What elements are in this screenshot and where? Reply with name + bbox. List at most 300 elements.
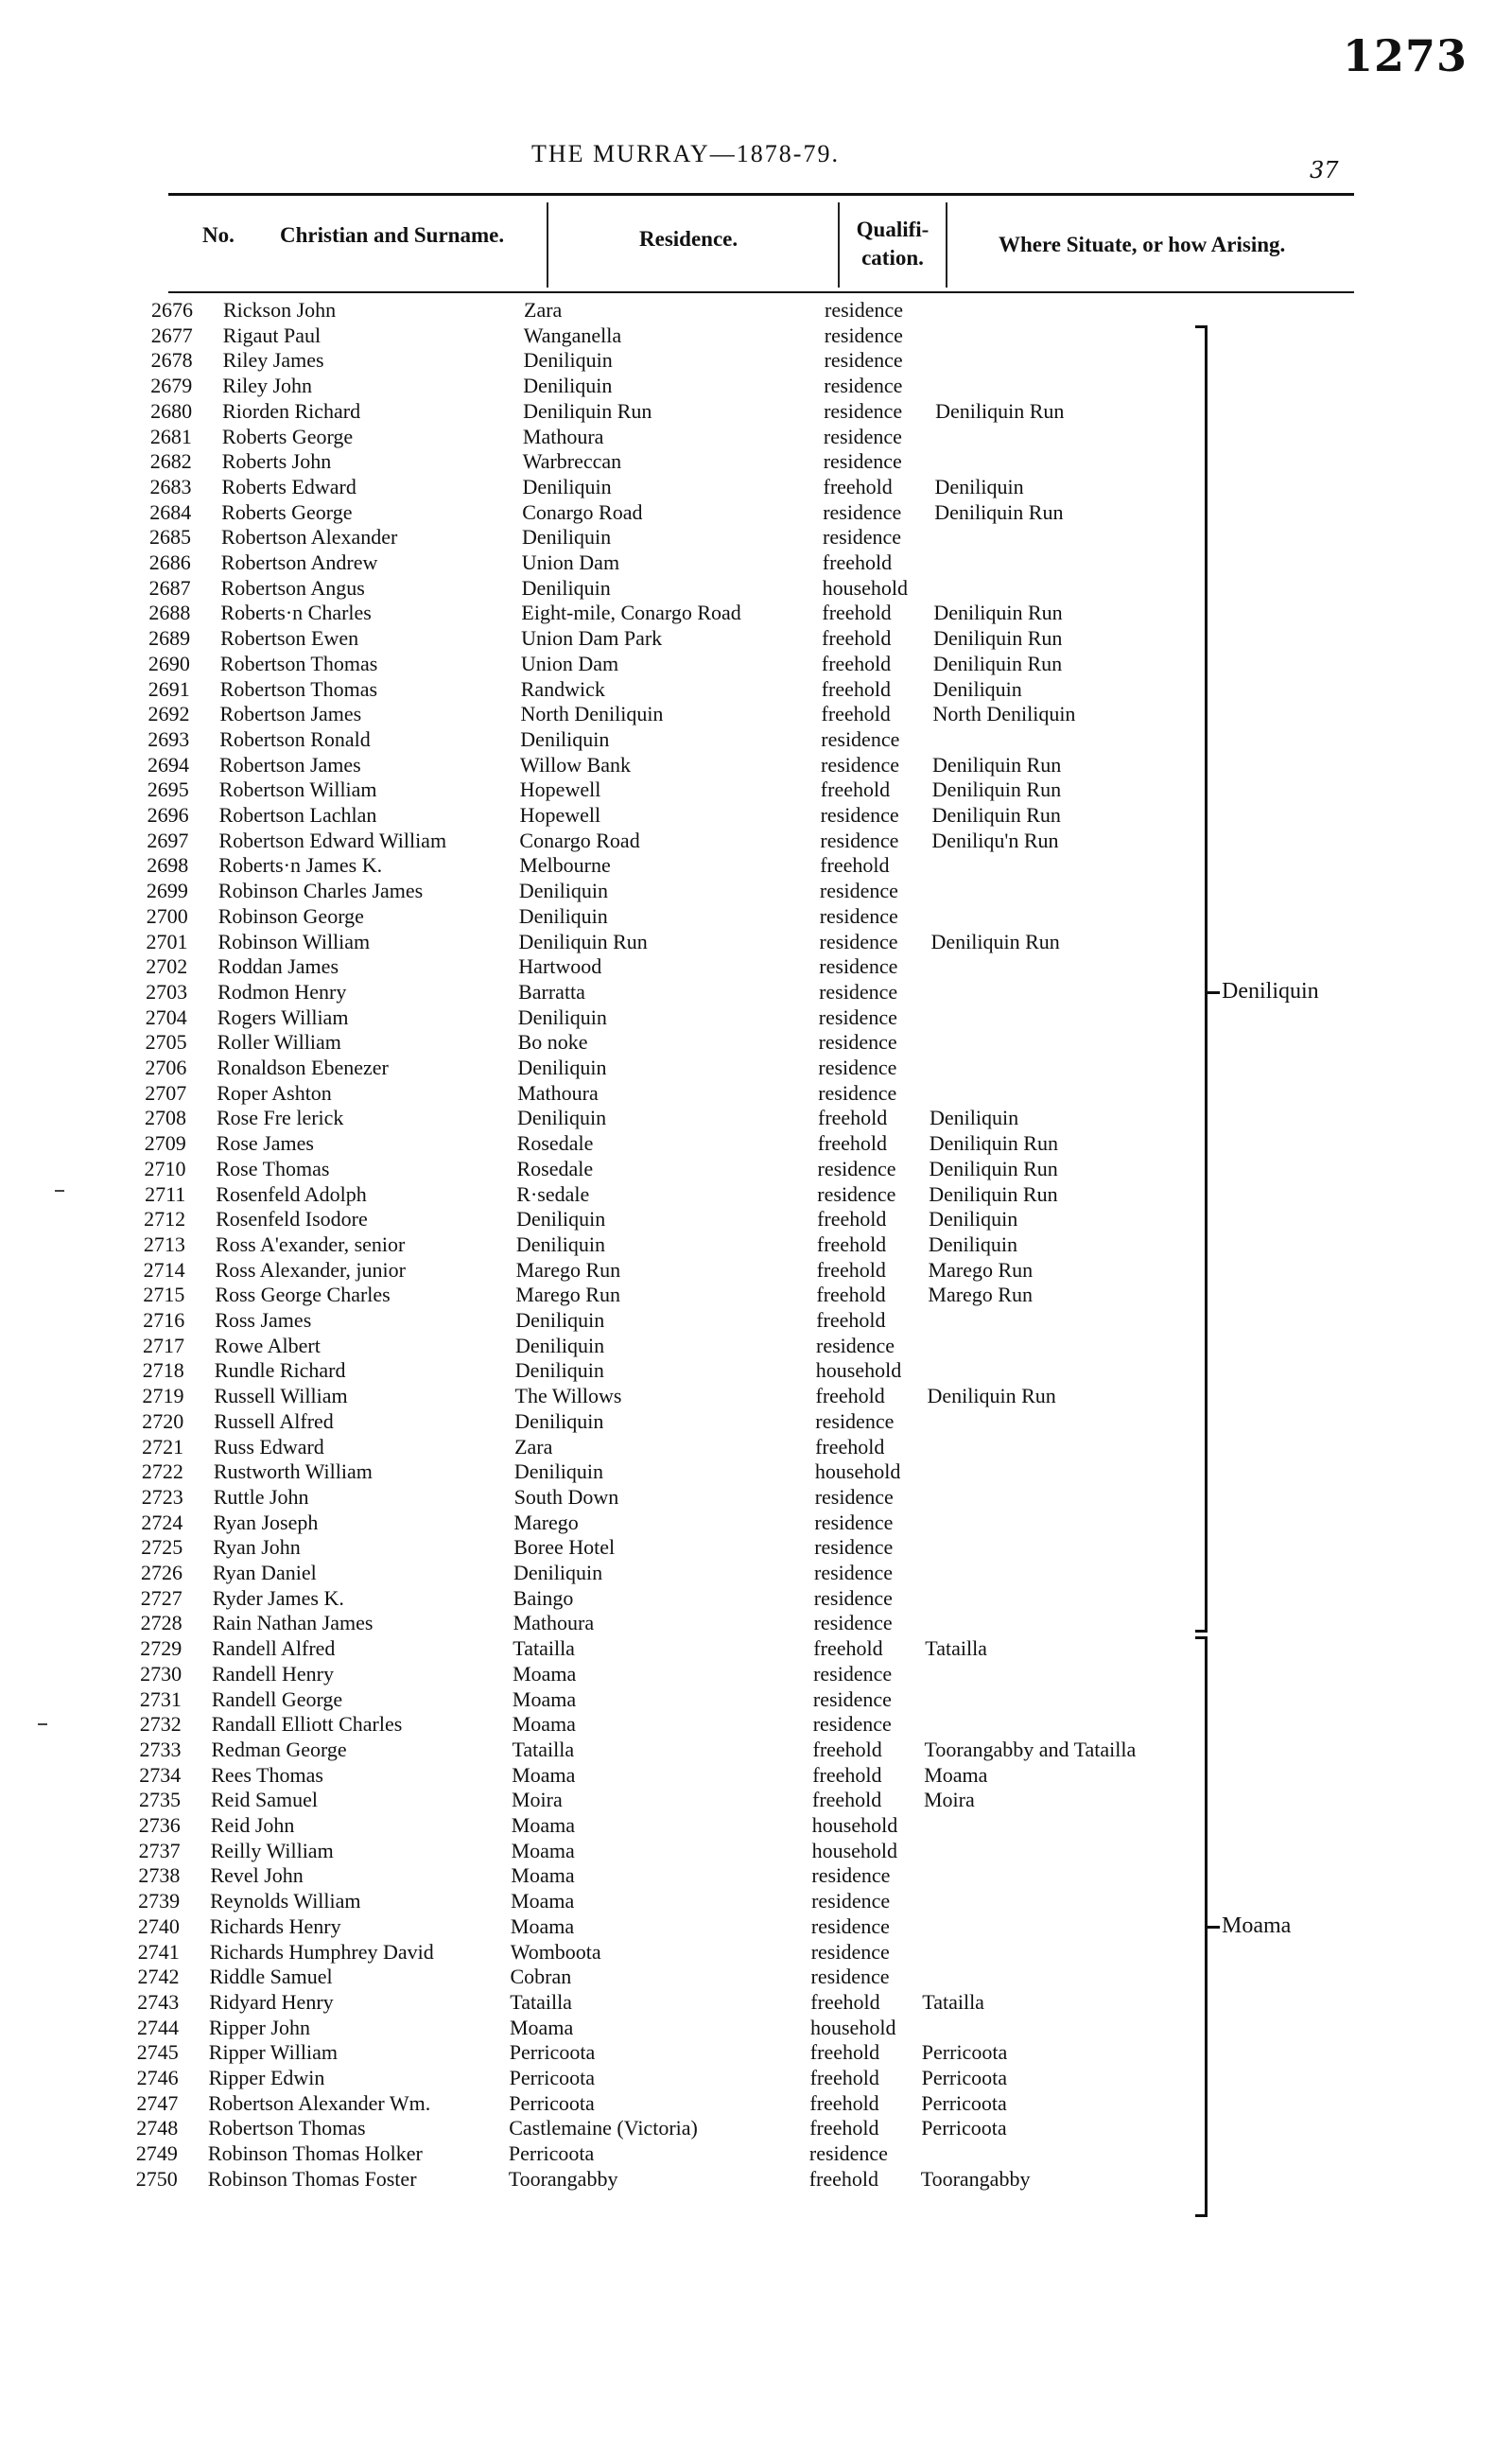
- entry-qualification: residence: [815, 1408, 895, 1433]
- table-row: [0, 575, 1512, 601]
- entry-where-situate: Deniliquin Run: [935, 398, 1065, 423]
- entry-residence: Marego Run: [515, 1283, 620, 1307]
- entry-number: 2741: [137, 1939, 180, 1964]
- entry-residence: Marego: [513, 1510, 579, 1534]
- entry-name: Ruttle John: [213, 1484, 309, 1509]
- table-row: [0, 1105, 1512, 1130]
- entry-number: 2726: [141, 1561, 182, 1584]
- entry-qualification: residence: [823, 499, 902, 524]
- table-row: [0, 323, 1512, 348]
- entry-number: 2682: [149, 449, 192, 474]
- entry-qualification: freehold: [808, 2166, 878, 2191]
- entry-qualification: freehold: [809, 2040, 880, 2065]
- table-row: [0, 1029, 1512, 1055]
- entry-where-situate: Moira: [924, 1788, 975, 1812]
- table-row: [0, 1585, 1512, 1611]
- entry-qualification: residence: [818, 1080, 897, 1105]
- group-bracket-deniliquin: [1195, 325, 1208, 1633]
- table-row: [0, 1635, 1512, 1661]
- entry-where-situate: Deniliquin Run: [929, 1181, 1058, 1206]
- entry-where-situate: Moama: [924, 1762, 988, 1787]
- entry-name: Rosenfeld Isodore: [216, 1207, 368, 1232]
- table-row: [0, 1282, 1512, 1307]
- bracket-point-deniliquin: [1205, 991, 1220, 994]
- entry-residence: Perricoota: [509, 2040, 596, 2065]
- table-row: [0, 1888, 1512, 1913]
- entry-qualification: residence: [812, 1712, 892, 1737]
- entry-qualification: freehold: [821, 702, 891, 726]
- table-row: [0, 474, 1512, 499]
- entry-name: Rogers William: [217, 1005, 349, 1029]
- entry-qualification: residence: [823, 424, 902, 448]
- entry-residence: Toorangabby: [508, 2166, 618, 2191]
- entry-number: 2718: [142, 1358, 184, 1383]
- table-row: [0, 1333, 1512, 1358]
- entry-name: Rodmon Henry: [217, 979, 347, 1004]
- entry-where-situate: Perricoota: [921, 2066, 1007, 2089]
- entry-number: 2716: [143, 1308, 185, 1332]
- entry-qualification: freehold: [812, 1788, 882, 1812]
- entry-residence: Perricoota: [508, 2141, 595, 2166]
- table-row: [0, 1989, 1512, 2015]
- entry-residence: Moama: [512, 1712, 576, 1737]
- entry-name: Reid John: [210, 1813, 295, 1837]
- entry-number: 2731: [139, 1686, 182, 1711]
- entry-qualification: household: [811, 1838, 898, 1862]
- entry-number: 2707: [145, 1080, 187, 1105]
- entry-qualification: freehold: [816, 1308, 886, 1332]
- entry-qualification: residence: [812, 1686, 892, 1711]
- entry-number: 2704: [145, 1005, 187, 1029]
- entry-residence: Mathoura: [513, 1611, 595, 1635]
- entry-name: Roberts·n James K.: [218, 853, 383, 878]
- entry-where-situate: Deniliquin: [929, 1207, 1018, 1232]
- entry-name: Ronaldson Ebenezer: [217, 1056, 389, 1079]
- entry-residence: Deniliquin: [514, 1408, 604, 1433]
- entry-where-situate: Perricoota: [921, 2090, 1007, 2115]
- entry-name: Robertson Angus: [220, 575, 365, 600]
- entry-residence: Deniliquin: [522, 525, 612, 550]
- entry-residence: Mathoura: [517, 1080, 599, 1105]
- entry-residence: Deniliquin: [523, 348, 613, 373]
- table-row: [0, 2166, 1512, 2192]
- entry-number: 2735: [139, 1788, 181, 1812]
- entry-number: 2680: [150, 398, 193, 423]
- entry-number: 2720: [142, 1408, 184, 1433]
- entry-qualification: residence: [813, 1661, 893, 1686]
- entry-number: 2736: [138, 1813, 181, 1837]
- entry-name: Randell George: [211, 1686, 343, 1711]
- entry-residence: Deniliquin: [521, 575, 611, 600]
- entry-where-situate: Perricoota: [921, 2116, 1007, 2140]
- group-label-deniliquin: Deniliquin: [1222, 979, 1319, 1004]
- entry-where-situate: Perricoota: [921, 2040, 1008, 2065]
- entry-number: 2676: [151, 298, 193, 322]
- entry-qualification: freehold: [818, 1106, 888, 1130]
- entry-number: 2683: [149, 474, 192, 498]
- entry-number: 2698: [147, 853, 189, 878]
- entry-qualification: household: [822, 575, 909, 600]
- entry-number: 2713: [143, 1232, 185, 1256]
- entry-name: Reid Samuel: [211, 1788, 319, 1812]
- entry-qualification: freehold: [817, 1131, 887, 1156]
- header-name: Christian and Surname.: [280, 223, 505, 247]
- entry-qualification: residence: [816, 1333, 895, 1357]
- entry-residence: Deniliquin: [513, 1561, 603, 1584]
- entry-qualification: residence: [819, 979, 898, 1004]
- entry-name: Riddle Samuel: [209, 1965, 333, 1989]
- entry-where-situate: Deniliquin Run: [933, 601, 1063, 625]
- entry-name: Riley John: [222, 374, 313, 398]
- entry-name: Robertson Thomas: [208, 2116, 366, 2140]
- table-row: [0, 651, 1512, 676]
- entry-number: 2733: [139, 1737, 182, 1761]
- entry-number: 2705: [145, 1030, 187, 1055]
- entry-qualification: residence: [811, 1889, 891, 1913]
- entry-where-situate: Deniliquin: [928, 1232, 1017, 1256]
- entry-qualification: residence: [825, 298, 904, 322]
- table-row: [0, 1862, 1512, 1888]
- entry-number: 2700: [146, 903, 188, 928]
- table-row: [0, 1005, 1512, 1030]
- entry-number: 2714: [143, 1257, 185, 1282]
- entry-name: Roberts John: [221, 449, 332, 474]
- entry-qualification: residence: [821, 726, 900, 751]
- entry-number: 2702: [146, 954, 188, 979]
- entry-residence: Deniliquin: [515, 1333, 605, 1357]
- entry-residence: Rosedale: [516, 1156, 594, 1180]
- entry-where-situate: Deniliquin Run: [931, 803, 1061, 827]
- entry-name: Robinson George: [217, 903, 364, 928]
- table-row: [0, 1080, 1512, 1106]
- table-row: [0, 828, 1512, 853]
- entry-qualification: freehold: [822, 550, 893, 574]
- entry-residence: Perricoota: [509, 2090, 595, 2115]
- table-row: [0, 1812, 1512, 1838]
- entry-residence: Deniliquin: [523, 374, 613, 398]
- entry-name: Rigaut Paul: [222, 323, 322, 347]
- entry-residence: Deniliquin: [517, 1106, 607, 1130]
- entry-residence: Deniliquin Run: [518, 929, 648, 953]
- entry-where-situate: Deniliquin: [930, 1106, 1019, 1130]
- entry-number: 2734: [139, 1762, 182, 1787]
- entry-residence: Mathoura: [522, 424, 604, 448]
- entry-qualification: residence: [813, 1611, 893, 1635]
- entry-where-situate: Deniliquin Run: [934, 499, 1064, 524]
- entry-qualification: residence: [818, 1030, 897, 1055]
- entry-name: Robertson Ewen: [220, 626, 359, 651]
- entry-residence: Zara: [514, 1434, 553, 1459]
- entry-residence: Deniliquin: [515, 1232, 605, 1256]
- entry-name: Robinson Thomas Foster: [207, 2166, 417, 2191]
- entry-where-situate: Toorangabby and Tataillа: [924, 1737, 1137, 1761]
- entry-name: Rustworth William: [213, 1459, 373, 1484]
- table-row: [0, 2140, 1512, 2166]
- entry-number: 2681: [149, 424, 192, 448]
- entry-residence: Womboota: [510, 1939, 601, 1964]
- entry-qualification: residence: [814, 1510, 894, 1534]
- table-row: [0, 1156, 1512, 1181]
- entry-name: Ryder James K.: [212, 1585, 344, 1610]
- entry-qualification: freehold: [820, 853, 890, 878]
- entry-residence: Moama: [511, 1889, 575, 1913]
- entry-residence: Deniliquin: [514, 1358, 604, 1383]
- entry-name: Redman George: [211, 1737, 347, 1761]
- entry-number: 2729: [140, 1636, 182, 1661]
- entry-qualification: freehold: [821, 676, 891, 701]
- entry-residence: Moama: [512, 1686, 577, 1711]
- entry-residence: Moama: [512, 1762, 576, 1787]
- entry-number: 2738: [138, 1863, 181, 1888]
- entry-name: Robertson James: [219, 752, 361, 777]
- entry-number: 2730: [140, 1661, 182, 1686]
- entry-number: 2703: [146, 979, 188, 1004]
- entry-qualification: residence: [814, 1561, 894, 1584]
- entry-where-situate: Deniliquin Run: [931, 777, 1062, 802]
- entry-number: 2717: [143, 1333, 184, 1357]
- table-row: [0, 2115, 1512, 2140]
- entry-number: 2749: [135, 2141, 178, 2166]
- entry-number: 2722: [141, 1459, 183, 1484]
- entry-residence: Deniliquin: [518, 903, 608, 928]
- entry-residence: Hopewell: [519, 777, 601, 802]
- table-row: [0, 550, 1512, 575]
- entry-qualification: freehold: [822, 626, 892, 651]
- entry-name: Roller William: [217, 1030, 341, 1055]
- entry-residence: Tataillа: [512, 1737, 575, 1761]
- entry-name: Roberts Edward: [221, 474, 356, 498]
- header-top-rule: [168, 193, 1354, 196]
- entry-qualification: freehold: [817, 1207, 887, 1232]
- entry-residence: Castlemaine (Victoria): [509, 2116, 698, 2140]
- entry-residence: R·sedale: [516, 1181, 590, 1206]
- entry-name: Richards Henry: [209, 1913, 341, 1938]
- entry-residence: Deniliquin: [516, 1207, 606, 1232]
- entry-name: Ryan Daniel: [213, 1561, 317, 1584]
- table-row: [0, 1534, 1512, 1560]
- entry-qualification: residence: [810, 1939, 890, 1964]
- entry-name: Richards Humphrey David: [209, 1939, 434, 1964]
- entry-qualification: residence: [820, 828, 899, 852]
- entry-number: 2715: [143, 1283, 185, 1307]
- entry-qualification: residence: [824, 323, 903, 347]
- entry-residence: Eight-mile, Conargo Road: [521, 601, 741, 625]
- entry-name: Reynolds William: [210, 1889, 361, 1913]
- entry-residence: Moira: [512, 1788, 563, 1812]
- entry-qualification: residence: [810, 1913, 890, 1938]
- entry-number: 2690: [148, 651, 190, 675]
- table-row: [0, 929, 1512, 954]
- entry-number: 2732: [139, 1712, 182, 1737]
- entry-qualification: residence: [820, 803, 899, 827]
- entry-residence: The Willows: [514, 1384, 622, 1408]
- table-row: [0, 1181, 1512, 1207]
- table-row: [0, 1838, 1512, 1863]
- table-row: [0, 2039, 1512, 2065]
- entry-qualification: residence: [813, 1585, 893, 1610]
- entry-number: 2696: [147, 803, 189, 827]
- entry-number: 2710: [144, 1156, 186, 1180]
- entry-residence: Union Dam: [521, 550, 620, 574]
- table-row: [0, 1055, 1512, 1080]
- entry-name: Robertson Alexander: [221, 525, 398, 550]
- entry-number: 2743: [137, 1989, 180, 2014]
- entry-number: 2689: [148, 626, 191, 651]
- entry-name: Robinson William: [217, 929, 371, 953]
- entry-qualification: residence: [818, 1005, 897, 1029]
- entry-name: Robertson Edward William: [218, 828, 447, 852]
- entry-name: Rose James: [216, 1131, 314, 1156]
- entry-qualification: residence: [824, 348, 903, 373]
- entry-residence: Deniliquin: [513, 1459, 603, 1484]
- entry-number: 2686: [148, 550, 191, 574]
- entry-qualification: residence: [811, 1863, 891, 1888]
- entry-qualification: freehold: [812, 1762, 882, 1787]
- table-row: [0, 2090, 1512, 2116]
- entry-number: 2709: [144, 1131, 186, 1156]
- table-row: [0, 1610, 1512, 1635]
- entry-number: 2706: [145, 1056, 187, 1079]
- entry-qualification: residence: [819, 929, 898, 953]
- entry-name: Roberts·n Charles: [220, 601, 372, 625]
- entry-residence: Moama: [511, 1813, 575, 1837]
- entry-residence: Willow Bank: [520, 752, 632, 777]
- entry-name: Russell William: [214, 1384, 348, 1408]
- entry-residence: Zara: [524, 298, 563, 322]
- entry-qualification: household: [814, 1459, 901, 1484]
- page-title: THE MURRAY—1878-79.: [531, 140, 840, 167]
- entry-name: Riley James: [222, 348, 324, 373]
- entry-qualification: freehold: [812, 1737, 882, 1761]
- entry-qualification: residence: [819, 879, 898, 903]
- entry-where-situate: Toorangabby: [920, 2166, 1031, 2191]
- entry-name: Reilly William: [210, 1838, 334, 1862]
- table-row: [0, 726, 1512, 752]
- entry-number: 2740: [137, 1913, 180, 1938]
- entry-number: 2712: [144, 1207, 186, 1232]
- entry-residence: Deniliquin: [518, 879, 608, 903]
- entry-residence: Marego Run: [515, 1257, 621, 1282]
- entry-residence: Cobran: [510, 1965, 572, 1989]
- entry-residence: Moama: [511, 1863, 575, 1888]
- entry-residence: Randwick: [520, 676, 605, 701]
- entry-number: 2688: [148, 601, 191, 625]
- entry-name: Ripper Edwin: [208, 2066, 325, 2089]
- table-row: [0, 802, 1512, 828]
- table-row: [0, 1484, 1512, 1510]
- column-divider-qualification: [838, 202, 840, 288]
- table-row: [0, 777, 1512, 802]
- entry-residence: Rosedale: [516, 1131, 594, 1156]
- table-row: [0, 1560, 1512, 1585]
- entry-name: Robertson Alexander Wm.: [208, 2090, 431, 2115]
- entry-number: 2739: [138, 1889, 181, 1913]
- entry-number: 2748: [136, 2116, 179, 2140]
- table-row: [0, 1257, 1512, 1283]
- entry-residence: Conargo Road: [522, 499, 643, 524]
- entry-name: Robertson Lachlan: [218, 803, 377, 827]
- entry-name: Ryan John: [213, 1535, 301, 1560]
- entry-number: 2694: [148, 752, 189, 777]
- entry-name: Robertson Thomas: [219, 651, 378, 675]
- entry-number: 2747: [136, 2090, 179, 2115]
- entry-qualification: household: [811, 1813, 898, 1837]
- entry-residence: Baingo: [513, 1585, 574, 1610]
- table-row: [0, 1206, 1512, 1232]
- entry-residence: Deniliquin Run: [523, 398, 652, 423]
- margin-mark: [55, 1190, 64, 1192]
- entry-where-situate: Deniliquin Run: [927, 1384, 1056, 1408]
- entry-where-situate: Deniliquin Run: [930, 929, 1060, 953]
- entry-number: 2695: [147, 777, 189, 802]
- table-row: [0, 1737, 1512, 1762]
- entry-qualification: residence: [823, 525, 902, 550]
- entry-qualification: residence: [819, 903, 898, 928]
- table-row: [0, 1661, 1512, 1686]
- entry-number: 2691: [148, 676, 190, 701]
- entry-residence: Deniliquin: [517, 1056, 607, 1079]
- table-row: [0, 448, 1512, 474]
- entry-where-situate: Deniliquin Run: [932, 651, 1063, 675]
- entry-number: 2750: [135, 2166, 178, 2191]
- entry-qualification: residence: [808, 2141, 888, 2166]
- entry-qualification: residence: [821, 752, 900, 777]
- entry-number: 2697: [147, 828, 189, 852]
- entry-name: Robinson Thomas Holker: [207, 2141, 423, 2166]
- entry-where-situate: Tatailla: [925, 1636, 987, 1661]
- entry-number: 2724: [141, 1510, 183, 1534]
- entry-name: Revel John: [210, 1863, 304, 1888]
- entry-qualification: freehold: [822, 601, 892, 625]
- entry-qualification: freehold: [809, 2066, 879, 2089]
- entry-name: Rain Nathan James: [212, 1611, 374, 1635]
- entry-residence: Barratta: [518, 979, 585, 1004]
- entry-residence: Perricoota: [509, 2066, 595, 2089]
- margin-mark: [38, 1723, 47, 1725]
- entry-name: Randall Elliott Charles: [211, 1712, 403, 1737]
- entry-name: Ross James: [215, 1308, 312, 1332]
- entry-qualification: residence: [819, 954, 898, 979]
- entry-name: Roddan James: [217, 954, 339, 979]
- entry-number: 2725: [141, 1535, 183, 1560]
- entry-where-situate: North Deniliquin: [932, 702, 1076, 726]
- entry-name: Ross George Charles: [215, 1283, 391, 1307]
- entry-number: 2711: [145, 1181, 186, 1206]
- entry-qualification: residence: [818, 1056, 897, 1079]
- table-row: [0, 1510, 1512, 1535]
- entry-name: Rosenfeld Adolph: [216, 1181, 367, 1206]
- entry-qualification: freehold: [809, 2116, 879, 2140]
- entry-number: 2721: [142, 1434, 184, 1459]
- entry-residence: Warbreccan: [522, 449, 622, 474]
- entry-name: Roberts George: [221, 499, 353, 524]
- table-row: [0, 1130, 1512, 1156]
- entry-name: Robertson Thomas: [219, 676, 378, 701]
- column-divider-where: [946, 202, 947, 288]
- entry-where-situate: Deniliquin: [934, 474, 1024, 498]
- entry-residence: North Deniliquin: [520, 702, 664, 726]
- entry-where-situate: Deniliqu'n Run: [931, 828, 1059, 852]
- entry-qualification: residence: [817, 1156, 896, 1180]
- entry-number: 2737: [138, 1838, 181, 1862]
- entry-qualification: residence: [814, 1484, 894, 1509]
- entry-where-situate: Deniliquin Run: [929, 1156, 1058, 1180]
- entry-number: 2699: [146, 879, 188, 903]
- entry-name: Ross Alexander, junior: [215, 1257, 406, 1282]
- entry-name: Ridyard Henry: [209, 1989, 334, 2014]
- table-row: [0, 347, 1512, 373]
- table-row: [0, 903, 1512, 929]
